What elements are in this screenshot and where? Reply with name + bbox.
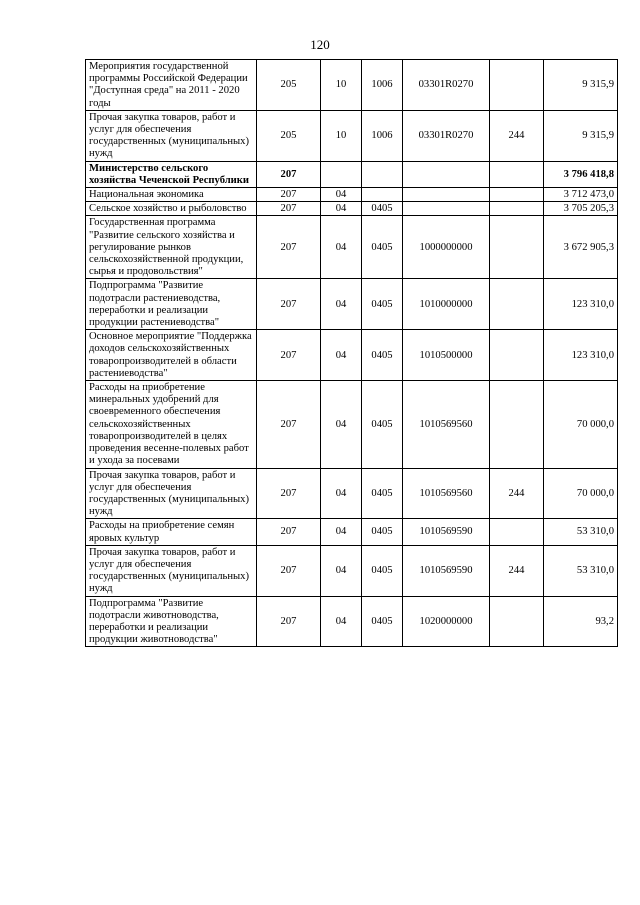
target-article-cell: 1010500000	[403, 330, 490, 381]
subsection-code-cell: 0405	[362, 545, 403, 596]
row-name-cell: Государственная программа "Развитие сельского хозяйства и регулирование рынков сельскохозяйственной продукции, сырья и продовольствия"	[86, 216, 257, 279]
table-row	[86, 110, 618, 161]
amount-cell: 3 672 905,3	[544, 216, 618, 279]
expense-type-cell	[490, 161, 544, 187]
table-row	[86, 216, 618, 279]
ministry-code-cell: 207	[257, 188, 321, 202]
target-article-cell: 03301R0270	[403, 60, 490, 111]
expense-type-cell	[490, 279, 544, 330]
section-code-cell: 04	[321, 216, 362, 279]
section-code-cell	[321, 161, 362, 187]
row-name-cell: Подпрограмма "Развитие подотрасли растениеводства, переработки и реализации продукции растениеводства"	[86, 279, 257, 330]
target-article-cell: 03301R0270	[403, 110, 490, 161]
expense-type-cell	[490, 381, 544, 468]
table-row	[86, 202, 618, 216]
expense-type-cell	[490, 519, 544, 545]
expense-type-cell: 244	[490, 110, 544, 161]
amount-cell: 3 705 205,3	[544, 202, 618, 216]
target-article-cell	[403, 202, 490, 216]
section-code-cell: 04	[321, 519, 362, 545]
table-row	[86, 161, 618, 187]
ministry-code-cell: 207	[257, 161, 321, 187]
section-code-cell: 04	[321, 279, 362, 330]
row-name-cell: Основное мероприятие "Поддержка доходов сельскохозяйственных товаропроизводителей в области растениеводства"	[86, 330, 257, 381]
amount-cell: 123 310,0	[544, 279, 618, 330]
row-name-cell: Прочая закупка товаров, работ и услуг для обеспечения государственных (муниципальных) нужд	[86, 545, 257, 596]
section-code-cell: 04	[321, 188, 362, 202]
ministry-code-cell: 207	[257, 596, 321, 647]
row-name-cell: Прочая закупка товаров, работ и услуг для обеспечения государственных (муниципальных) нужд	[86, 468, 257, 519]
target-article-cell	[403, 188, 490, 202]
row-name-cell: Национальная экономика	[86, 188, 257, 202]
section-code-cell: 04	[321, 330, 362, 381]
amount-cell: 70 000,0	[544, 381, 618, 468]
expense-type-cell	[490, 188, 544, 202]
subsection-code-cell	[362, 188, 403, 202]
subsection-code-cell: 0405	[362, 381, 403, 468]
section-code-cell: 04	[321, 468, 362, 519]
ministry-code-cell: 207	[257, 330, 321, 381]
ministry-code-cell: 207	[257, 545, 321, 596]
target-article-cell	[403, 161, 490, 187]
row-name-cell: Подпрограмма "Развитие подотрасли животноводства, переработки и реализации продукции животноводства"	[86, 596, 257, 647]
amount-cell: 3 712 473,0	[544, 188, 618, 202]
target-article-cell: 1010569560	[403, 468, 490, 519]
subsection-code-cell: 0405	[362, 468, 403, 519]
expense-type-cell	[490, 596, 544, 647]
row-name-cell: Министерство сельского хозяйства Чеченской Республики	[86, 161, 257, 187]
row-name-cell: Прочая закупка товаров, работ и услуг для обеспечения государственных (муниципальных) нужд	[86, 110, 257, 161]
expense-type-cell	[490, 60, 544, 111]
ministry-code-cell: 207	[257, 279, 321, 330]
ministry-code-cell: 207	[257, 381, 321, 468]
subsection-code-cell: 0405	[362, 596, 403, 647]
row-name-cell: Мероприятия государственной программы Российской Федерации "Доступная среда" на 2011 - 2020 годы	[86, 60, 257, 111]
row-name-cell: Расходы на приобретение минеральных удобрений для своевременного обеспечения сельскохозяйственных товаропроизводителей в целях проведения весенне-полевых работ и ухода за посевами	[86, 381, 257, 468]
ministry-code-cell: 205	[257, 60, 321, 111]
section-code-cell: 04	[321, 381, 362, 468]
subsection-code-cell: 0405	[362, 202, 403, 216]
row-name-cell: Расходы на приобретение семян яровых культур	[86, 519, 257, 545]
table-row	[86, 279, 618, 330]
amount-cell: 9 315,9	[544, 110, 618, 161]
expense-type-cell: 244	[490, 545, 544, 596]
subsection-code-cell: 0405	[362, 519, 403, 545]
amount-cell: 53 310,0	[544, 545, 618, 596]
section-code-cell: 04	[321, 545, 362, 596]
ministry-code-cell: 207	[257, 468, 321, 519]
target-article-cell: 1010569590	[403, 519, 490, 545]
amount-cell: 9 315,9	[544, 60, 618, 111]
section-code-cell: 10	[321, 110, 362, 161]
ministry-code-cell: 207	[257, 216, 321, 279]
amount-cell: 3 796 418,8	[544, 161, 618, 187]
amount-cell: 93,2	[544, 596, 618, 647]
table-row	[86, 596, 618, 647]
section-code-cell: 04	[321, 596, 362, 647]
table-row	[86, 188, 618, 202]
subsection-code-cell	[362, 161, 403, 187]
expense-type-cell: 244	[490, 468, 544, 519]
table-row	[86, 468, 618, 519]
amount-cell: 123 310,0	[544, 330, 618, 381]
subsection-code-cell: 0405	[362, 216, 403, 279]
expense-type-cell	[490, 216, 544, 279]
budget-table	[85, 59, 618, 647]
table-row	[86, 330, 618, 381]
ministry-code-cell: 207	[257, 519, 321, 545]
section-code-cell: 04	[321, 202, 362, 216]
ministry-code-cell: 207	[257, 202, 321, 216]
target-article-cell: 1010000000	[403, 279, 490, 330]
target-article-cell: 1000000000	[403, 216, 490, 279]
table-row	[86, 381, 618, 468]
amount-cell: 53 310,0	[544, 519, 618, 545]
section-code-cell: 10	[321, 60, 362, 111]
expense-type-cell	[490, 330, 544, 381]
subsection-code-cell: 1006	[362, 60, 403, 111]
page-number: 120	[310, 37, 330, 52]
subsection-code-cell: 1006	[362, 110, 403, 161]
target-article-cell: 1020000000	[403, 596, 490, 647]
table-row	[86, 60, 618, 111]
table-row	[86, 545, 618, 596]
expense-type-cell	[490, 202, 544, 216]
target-article-cell: 1010569560	[403, 381, 490, 468]
ministry-code-cell: 205	[257, 110, 321, 161]
subsection-code-cell: 0405	[362, 330, 403, 381]
row-name-cell: Сельское хозяйство и рыболовство	[86, 202, 257, 216]
amount-cell: 70 000,0	[544, 468, 618, 519]
table-row	[86, 519, 618, 545]
subsection-code-cell: 0405	[362, 279, 403, 330]
target-article-cell: 1010569590	[403, 545, 490, 596]
